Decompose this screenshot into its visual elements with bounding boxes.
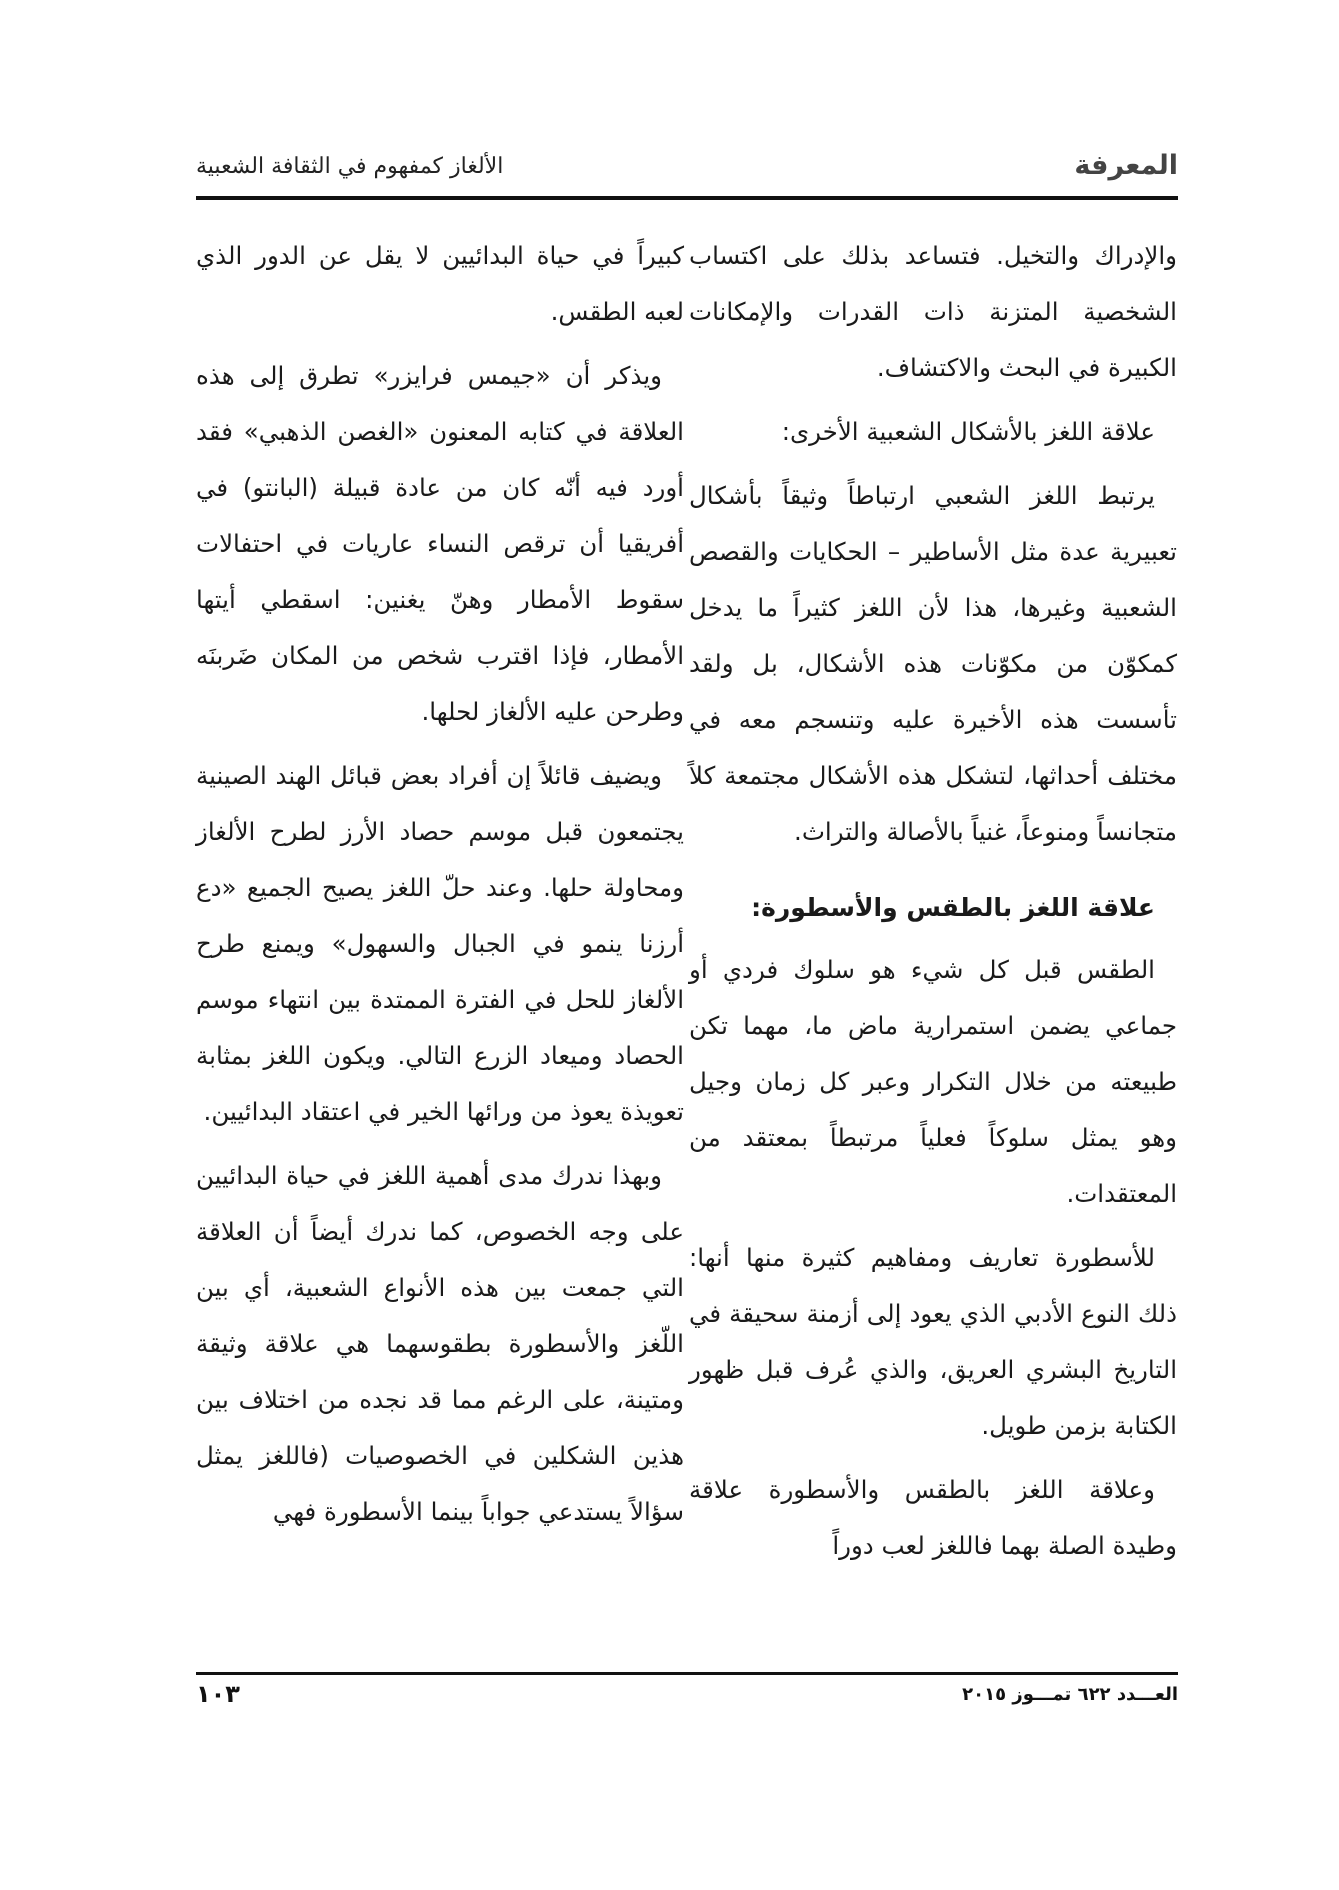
right-paragraph-2: علاقة اللغز بالأشكال الشعبية الأخرى: [781,417,1155,446]
page-number: ١٠٣ [196,1680,240,1708]
left-column [196,228,684,1548]
page-footer [196,1680,1178,1724]
left-paragraph-2: ويذكر أن «جيمس فرايزر» تطرق إلى هذه العلاقة في كتابه المعنون «الغصن الذهبي» فقد أورد فيه أنّه كان من عادة قبيلة (البانتو) في أفريقيا أن ترقص النساء عاريات في احتفالات سقوط الأمطار وهنّ يغنين: اسقطي أيتها الأمطار، فإذا اقترب شخص من المكان ضَربنَه وطرحن عليه الألغاز لحلها. [196,361,684,726]
right-paragraph-3: يرتبط اللغز الشعبي ارتباطاً وثيقاً بأشكال تعبيرية عدة مثل الأساطير – الحكايات والقصص الشعبية وغيرها، هذا لأن اللغز كثيراً ما يدخل كمكوّن من مكوّنات هذه الأشكال، بل ولقد تأسست هذه الأخيرة عليه وتنسجم معه في مختلف أحداثها، لتشكل هذه الأشكال مجتمعة كلاً متجانساً ومنوعاً، غنياً بالأصالة والتراث. [689,481,1177,846]
left-paragraph-1: كبيراً في حياة البدائيين لا يقل عن الدور الذي لعبه الطقس. [196,241,684,326]
right-paragraph-1: والإدراك والتخيل. فتساعد بذلك على اكتساب الشخصية المتزنة ذات القدرات والإمكانات الكبيرة في البحث والاكتشاف. [689,241,1177,382]
page-header [196,148,1178,192]
left-paragraph-3: ويضيف قائلاً إن أفراد بعض قبائل الهند الصينية يجتمعون قبل موسم حصاد الأرز لطرح الألغاز ومحاولة حلها. وعند حلّ اللغز يصيح الجميع «دع أرزنا ينمو في الجبال والسهول» ويمنع طرح الألغاز للحل في الفترة الممتدة بين انتهاء موسم الحصاد وميعاد الزرع التالي. ويكون اللغز بمثابة تعويذة يعوذ من ورائها الخير في اعتقاد البدائيين. [196,761,684,1126]
issue-info: العـــدد ٦٢٢ تمـــوز ٢٠١٥ [962,1684,1178,1705]
right-paragraph-4: الطقس قبل كل شيء هو سلوك فردي أو جماعي يضمن استمرارية ماض ما، مهما تكن طبيعته من خلال التكرار وعبر كل زمان وجيل وهو يمثل سلوكاً فعلياً مرتبطاً بمعتقد من المعتقدات. [689,955,1177,1208]
left-paragraph-4: وبهذا ندرك مدى أهمية اللغز في حياة البدائيين على وجه الخصوص، كما ندرك أيضاً أن العلاقة التي جمعت بين هذه الأنواع الشعبية، أي بين اللّغز والأسطورة بطقوسهما هي علاقة وثيقة ومتينة، على الرغم مما قد نجده من اختلاف بين هذين الشكلين في الخصوصيات (فاللغز يمثل سؤالاً يستدعي جواباً بينما الأسطورة فهي [196,1161,684,1526]
header-rule [196,196,1178,200]
right-column [689,228,1177,1582]
footer-rule [196,1672,1178,1675]
magazine-logo: المعرفة [1074,150,1178,181]
section-heading: علاقة اللغز بالطقس والأسطورة: [751,893,1155,922]
right-paragraph-6: وعلاقة اللغز بالطقس والأسطورة علاقة وطيدة الصلة بهما فاللغز لعب دوراً [689,1475,1177,1560]
article-running-title: الألغاز كمفهوم في الثقافة الشعبية [196,154,504,179]
right-paragraph-5: للأسطورة تعاريف ومفاهيم كثيرة منها أنها: ذلك النوع الأدبي الذي يعود إلى أزمنة سحيقة في التاريخ البشري العريق، والذي عُرف قبل ظهور الكتابة بزمن طويل. [689,1243,1177,1440]
